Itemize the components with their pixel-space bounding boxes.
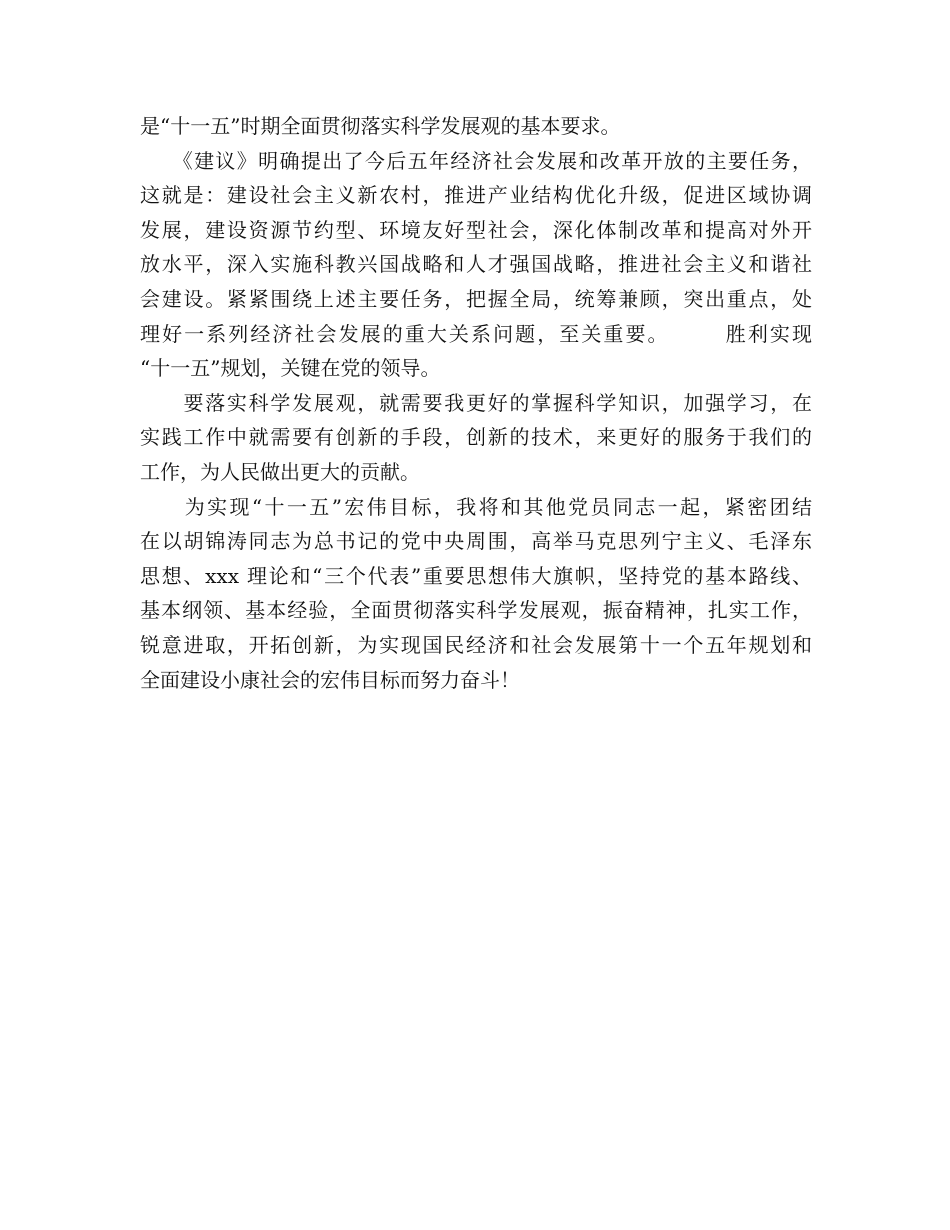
text-line: 思想、xxx 理论和“三个代表”重要思想伟大旗帜，坚持党的基本路线、 xyxy=(140,563,812,588)
text-line: 为实现“十一五”宏伟目标，我将和其他党员同志一起，紧密团结 xyxy=(140,494,812,519)
document-body xyxy=(140,109,812,697)
text-line: 基本纲领、基本经验，全面贯彻落实科学发展观，振奋精神，扎实工作， xyxy=(140,598,812,623)
text-line: 《建议》明确提出了今后五年经济社会发展和改革开放的主要任务， xyxy=(140,148,812,173)
text-line: 发展，建设资源节约型、环境友好型社会，深化体制改革和提高对外开 xyxy=(140,217,812,242)
text-line: 这就是：建设社会主义新农村，推进产业结构优化升级，促进区域协调 xyxy=(140,183,812,208)
text-line: 是“十一五”时期全面贯彻落实科学发展观的基本要求。 xyxy=(140,114,621,138)
text-line: 实践工作中就需要有创新的手段，创新的技术，来更好的服务于我们的 xyxy=(140,425,812,450)
text-line: 锐意进取，开拓创新，为实现国民经济和社会发展第十一个五年规划和 xyxy=(140,632,812,657)
text-line: 理好一系列经济社会发展的重大关系问题，至关重要。 胜利实现 xyxy=(140,321,812,346)
text-line: “十一五”规划，关键在党的领导。 xyxy=(140,356,441,381)
text-line: 在以胡锦涛同志为总书记的党中央周围，高举马克思列宁主义、毛泽东 xyxy=(140,529,812,554)
text-line: 会建设。紧紧围绕上述主要任务，把握全局，统筹兼顾，突出重点，处 xyxy=(140,286,812,311)
text-line: 要落实科学发展观，就需要我更好的掌握科学知识，加强学习，在 xyxy=(140,390,812,415)
text-line: 放水平，深入实施科教兴国战略和人才强国战略，推进社会主义和谐社 xyxy=(140,252,812,277)
text-line: 全面建设小康社会的宏伟目标而努力奋斗！ xyxy=(140,667,520,692)
text-line: 工作，为人民做出更大的贡献。 xyxy=(140,459,420,484)
